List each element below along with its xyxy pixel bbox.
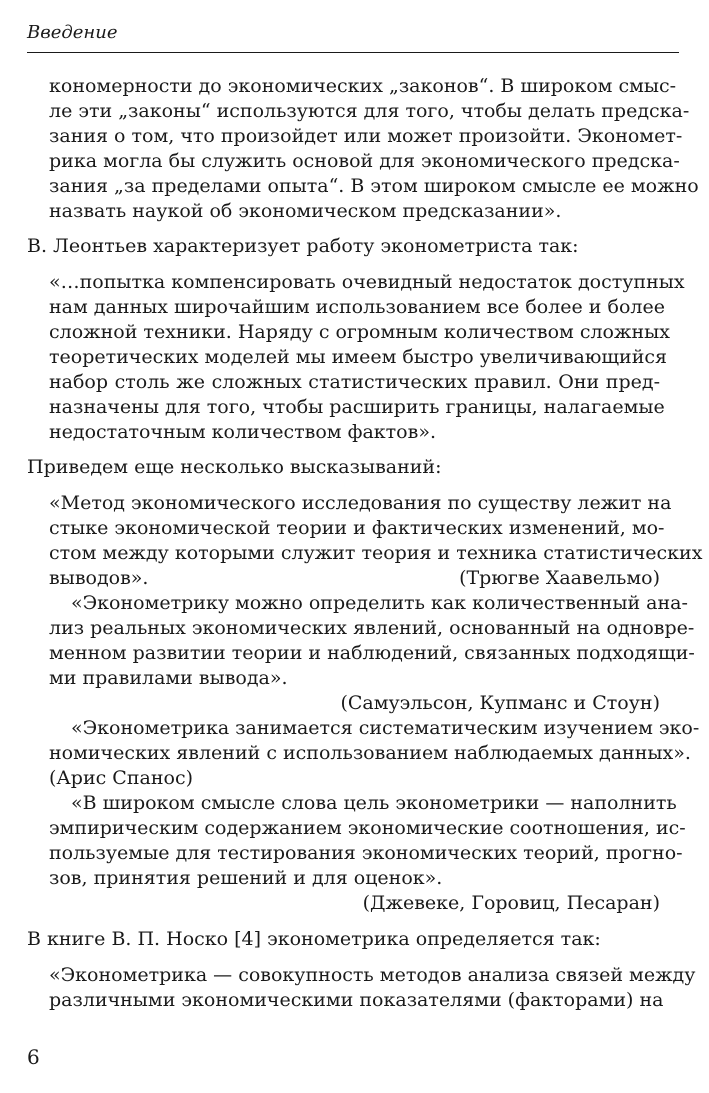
text-line: стыке экономической теории и фактических изменений, мо-	[49, 517, 665, 539]
text-line: менном развитии теории и наблюдений, связанных подходящи-	[49, 642, 695, 664]
text-line: различными экономическими показателями (факторами) на	[49, 989, 664, 1011]
paragraph-line: В. Леонтьев характеризует работу эконометриста так:	[27, 235, 579, 257]
text-line	[49, 566, 660, 591]
header-rule	[27, 52, 679, 53]
text-line: «Эконометрику можно определить как количественный ана-	[71, 592, 688, 614]
text-fragment: выводов».	[49, 567, 149, 589]
text-line: нам данных широчайшим использованием все более и более	[49, 296, 665, 318]
text-line: назвать наукой об экономическом предсказании».	[49, 200, 562, 222]
text-line: «Метод экономического исследования по существу лежит на	[49, 492, 672, 514]
attribution: (Джевеке, Горовиц, Песаран)	[362, 892, 660, 914]
text-line: лиз реальных экономических явлений, основанный на одновре-	[49, 617, 695, 639]
text-line: теоретических моделей мы имеем быстро увеличивающийся	[49, 346, 668, 368]
text-line: номических явлений с использованием наблюдаемых данных».	[49, 742, 691, 764]
text-line: зов, принятия решений и для оценок».	[49, 867, 443, 889]
text-line: зания о том, что произойдет или может произойти. Экономет-	[49, 125, 683, 147]
text-line: эмпирическим содержанием экономические соотношения, ис-	[49, 817, 686, 839]
paragraph-line: В книге В. П. Носко [4] эконометрика определяется так:	[27, 928, 601, 950]
paragraph-line: Приведем еще несколько высказываний:	[27, 456, 442, 478]
attribution: (Арис Спанос)	[49, 767, 193, 789]
text-line: пользуемые для тестирования экономических теорий, прогно-	[49, 842, 683, 864]
text-line: «…попытка компенсировать очевидный недостаток доступных	[49, 271, 685, 293]
text-line: «Эконометрика занимается систематическим изучением эко-	[71, 717, 700, 739]
text-line: набор столь же сложных статистических правил. Они пред-	[49, 371, 660, 393]
text-line: сложной техники. Наряду с огромным количеством сложных	[49, 321, 670, 343]
text-line: рика могла бы служить основой для экономического предска-	[49, 150, 680, 172]
text-line: назначены для того, чтобы расширить границы, налагаемые	[49, 396, 665, 418]
text-line: «В широком смысле слова цель эконометрики — наполнить	[71, 792, 677, 814]
running-header: Введение	[27, 22, 118, 43]
text-line: стом между которыми служит теория и техника статистических	[49, 542, 703, 564]
text-line: «Эконометрика — совокупность методов анализа связей между	[49, 964, 696, 986]
text-line: зания „за пределами опыта“. В этом широком смысле ее можно	[49, 175, 699, 197]
text-line: кономерности до экономических „законов“. В широком смыс-	[49, 75, 677, 97]
text-line: недостаточным количеством фактов».	[49, 421, 436, 443]
page-number: 6	[27, 1045, 40, 1069]
attribution: (Трюгве Хаавельмо)	[459, 567, 660, 589]
attribution: (Самуэльсон, Купманс и Стоун)	[340, 692, 660, 714]
text-line: ми правилами вывода».	[49, 667, 288, 689]
text-line: ле эти „законы“ используются для того, чтобы делать предска-	[49, 100, 690, 122]
